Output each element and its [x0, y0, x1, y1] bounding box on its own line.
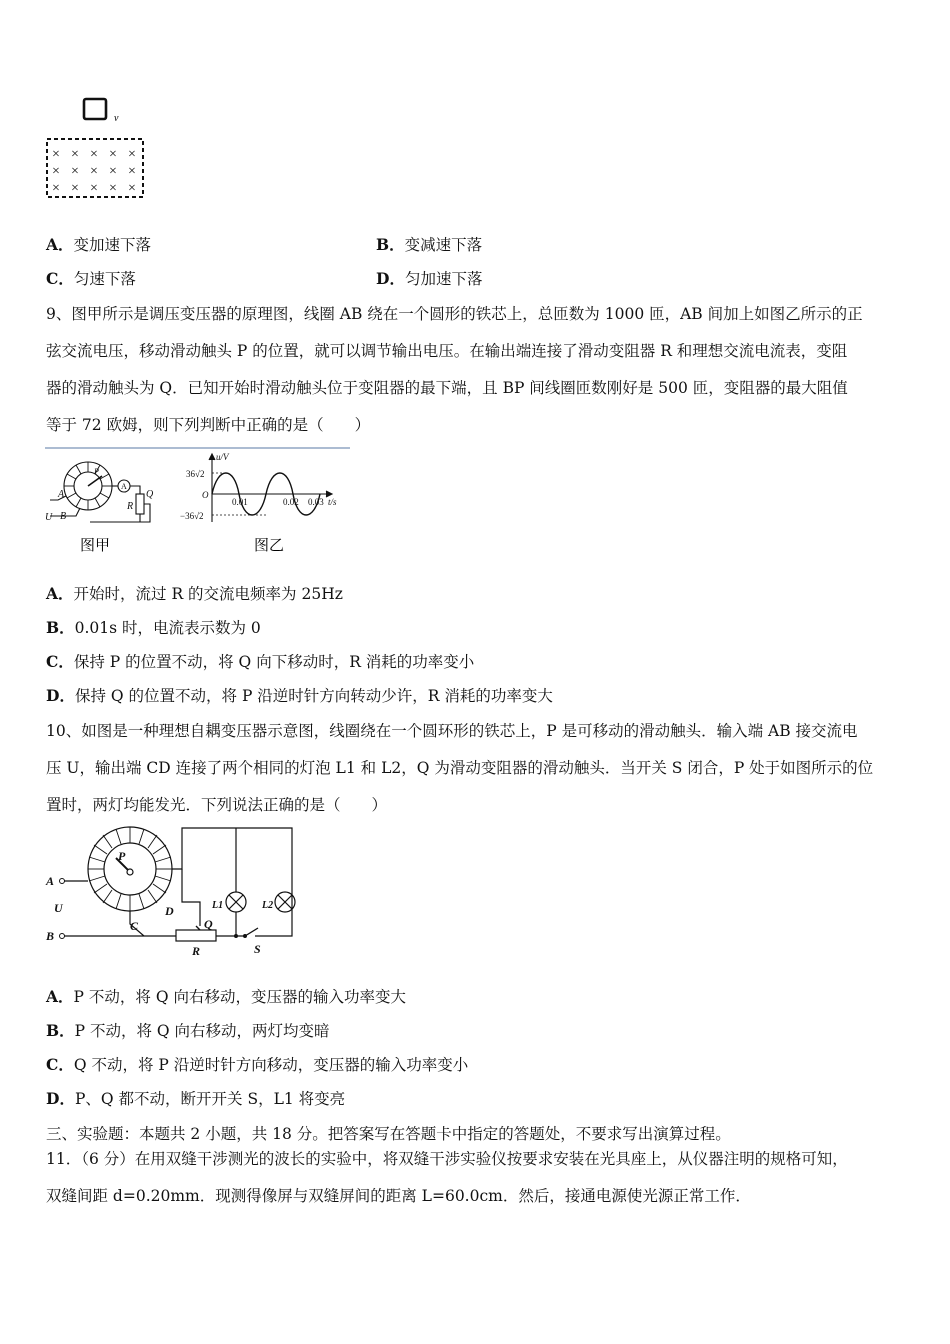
svg-text:u/V: u/V	[216, 452, 229, 462]
svg-text:A: A	[46, 874, 55, 888]
svg-text:U: U	[54, 901, 63, 915]
svg-text:Q: Q	[146, 489, 154, 500]
q8-option-d: D．匀加速下落	[376, 269, 483, 288]
svg-text:A: A	[121, 482, 127, 491]
q9-fig-a-rheostat	[136, 494, 144, 514]
q8-field-crosses	[52, 147, 136, 196]
q9-stem-line-3: 器的滑动触头为 Q．已知开始时滑动触头位于变阻器的最下端，且 BP 间线圈匝数刚好是 500 匝，变阻器的最大阻值	[46, 379, 848, 397]
q9-option-c: C．保持 P 的位置不动，将 Q 向下移动时，R 消耗的功率变小	[46, 652, 475, 671]
svg-text:×: ×	[52, 164, 60, 179]
q9-fig-a-slider-p	[88, 476, 102, 486]
svg-text:×: ×	[52, 181, 60, 196]
q8-option-a: A．变加速下落	[46, 235, 152, 254]
svg-text:×: ×	[90, 147, 98, 162]
svg-text:R: R	[192, 944, 201, 958]
q8-velocity-label: v	[114, 113, 119, 124]
q8-option-b: B．变减速下落	[376, 235, 483, 254]
svg-text:0.02: 0.02	[283, 497, 299, 507]
svg-text:×: ×	[109, 147, 117, 162]
svg-text:×: ×	[128, 164, 136, 179]
svg-text:×: ×	[90, 164, 98, 179]
q9-stem-line-1: 9、图甲所示是调压变压器的原理图，线圈 AB 绕在一个圆形的铁芯上，总匝数为 1000 匝，AB 间加上如图乙所示的正	[46, 305, 863, 323]
q9-figures	[40, 446, 360, 558]
q8-square-loop	[84, 99, 106, 119]
svg-text:L2: L2	[262, 900, 274, 911]
q10-option-b: B．P 不动，将 Q 向右移动，两灯均变暗	[46, 1021, 330, 1040]
q9-option-b: B．0.01s 时，电流表示数为 0	[46, 618, 261, 637]
q10-rheostat-r	[176, 930, 216, 941]
svg-text:×: ×	[109, 164, 117, 179]
svg-text:0.01: 0.01	[232, 497, 248, 507]
svg-text:O: O	[202, 490, 209, 500]
svg-text:×: ×	[109, 181, 117, 196]
q10-stem-line-2: 压 U，输出端 CD 连接了两个相同的灯泡 L1 和 L2，Q 为滑动变阻器的滑动触头．当开关 S 闭合，P 处于如图所示的位	[46, 759, 874, 777]
svg-text:×: ×	[90, 181, 98, 196]
q11-line-1: 11．（6 分）在用双缝干涉测光的波长的实验中，将双缝干涉实验仪按要求安装在光具座上，从仪器注明的规格可知，	[46, 1150, 848, 1168]
svg-text:R: R	[127, 501, 134, 512]
q10-figure-labels	[45, 849, 273, 958]
svg-text:D: D	[165, 904, 174, 918]
q10-stem-line-1: 10、如图是一种理想自耦变压器示意图，线圈绕在一个圆环形的铁芯上，P 是可移动的滑动触头．输入端 AB 接交流电	[46, 722, 858, 740]
section3-heading: 三、实验题：本题共 2 小题，共 18 分。把答案写在答题卡中指定的答题处，不要求写出演算过程。	[46, 1125, 731, 1143]
q10-switch-s	[245, 928, 258, 936]
svg-text:U: U	[45, 512, 53, 523]
svg-text:t/s: t/s	[328, 497, 337, 507]
svg-text:B: B	[46, 929, 55, 943]
q9-fig-b-graph	[209, 454, 332, 522]
q9-fig-b-caption: 图乙	[254, 538, 285, 554]
svg-text:×: ×	[71, 147, 79, 162]
svg-text:S: S	[254, 942, 261, 956]
svg-text:P: P	[94, 467, 99, 476]
svg-text:C: C	[130, 919, 139, 933]
svg-text:×: ×	[52, 147, 60, 162]
svg-text:P: P	[118, 849, 126, 863]
svg-text:L1: L1	[212, 900, 224, 911]
svg-text:×: ×	[71, 164, 79, 179]
q8-figure	[40, 92, 160, 207]
q10-option-c: C．Q 不动，将 P 沿逆时针方向移动，变压器的输入功率变小	[46, 1055, 469, 1074]
q9-option-d: D．保持 Q 的位置不动，将 P 沿逆时针方向转动少许，R 消耗的功率变大	[46, 686, 553, 705]
q9-option-a: A．开始时，流过 R 的交流电频率为 25Hz	[46, 584, 343, 603]
q11-line-2: 双缝间距 d=0.20mm．现测得像屏与双缝屏间的距离 L=60.0cm．然后，接通电源使光源正常工作．	[46, 1187, 751, 1205]
svg-text:B: B	[60, 511, 67, 522]
q9-stem-line-2: 弦交流电压，移动滑动触头 P 的位置，就可以调节输出电压。在输出端连接了滑动变阻器 R 和理想交流电流表，变阻	[46, 342, 848, 360]
svg-text:36√2: 36√2	[186, 469, 205, 479]
svg-text:×: ×	[128, 147, 136, 162]
svg-text:Q: Q	[204, 917, 213, 931]
q9-stem-line-4: 等于 72 欧姆，则下列判断中正确的是（ ）	[46, 416, 371, 434]
svg-text:A: A	[58, 489, 65, 500]
svg-text:−36√2: −36√2	[180, 511, 204, 521]
q8-option-c: C．匀速下落	[46, 269, 136, 288]
q9-fig-a-labels	[45, 467, 154, 523]
svg-text:×: ×	[128, 181, 136, 196]
svg-text:0.03: 0.03	[308, 497, 324, 507]
svg-text:×: ×	[71, 181, 79, 196]
q9-fig-a-caption: 图甲	[80, 538, 111, 554]
q10-figure	[40, 824, 305, 964]
q10-stem-line-3: 置时，两灯均能发光．下列说法正确的是（ ）	[46, 796, 388, 814]
q10-option-a: A．P 不动，将 Q 向右移动，变压器的输入功率变大	[46, 987, 406, 1006]
q10-option-d: D．P、Q 都不动，断开开关 S，L1 将变亮	[46, 1089, 346, 1108]
